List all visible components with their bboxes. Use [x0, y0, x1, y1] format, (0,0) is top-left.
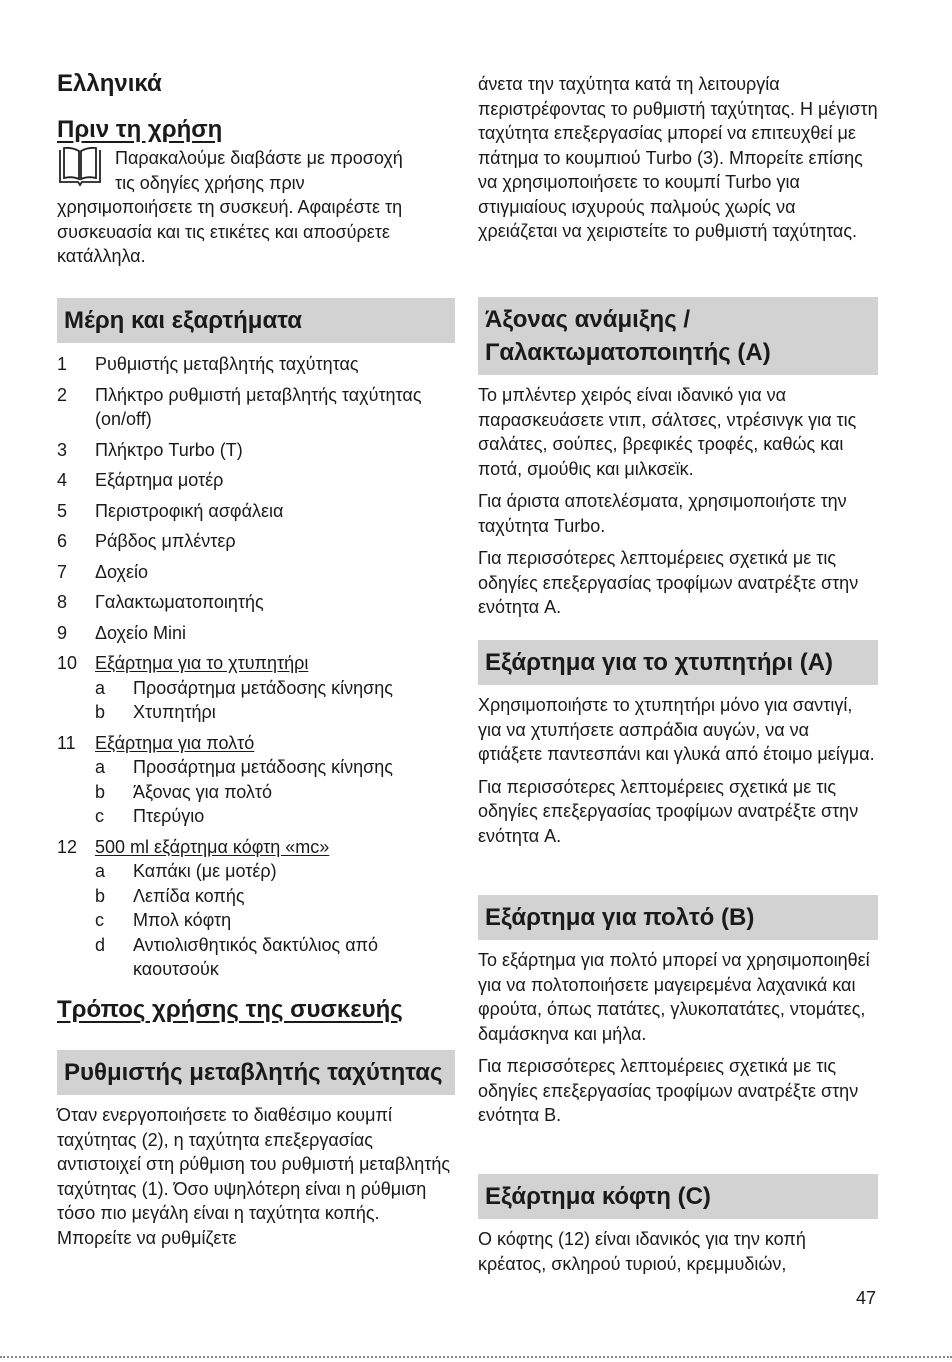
before-use-line-2: τις οδηγίες χρήσης πριν — [115, 172, 305, 193]
parts-item-number: 7 — [57, 561, 68, 582]
parts-subitem-letter: c — [95, 910, 104, 930]
parts-subitem — [95, 676, 455, 701]
before-use-line-1: Παρακαλούμε διαβάστε με προσοχή — [115, 148, 403, 168]
masher-p1: Το εξάρτημα για πολτό μπορεί να χρησιμοποιηθεί για να πολτοποιήσετε μαγειρεμένα λαχανικά και φρούτα, όπως πατάτες, γλυκοπατάτες, ντομάτες, δαμάσκηνα και μήλα. — [478, 950, 870, 1044]
page-number: 47 — [856, 1288, 877, 1308]
parts-item-number: 3 — [57, 439, 68, 460]
parts-item — [57, 383, 455, 432]
parts-item — [57, 352, 455, 377]
parts-item-number: 8 — [57, 592, 68, 612]
parts-subitem — [95, 884, 455, 909]
parts-item-number: 12 — [57, 836, 78, 857]
parts-item — [57, 835, 455, 982]
parts-item-label: Πλήκτρο ρυθμιστή μεταβλητής ταχύτητας (on/off) — [95, 384, 422, 429]
parts-heading: Μέρη και εξαρτήματα — [57, 298, 455, 343]
parts-subitem-label: Άξονας για πολτό — [133, 781, 273, 802]
parts-subitem-label: Καπάκι (με μοτέρ) — [133, 861, 277, 881]
parts-item-label: Εξάρτημα για πολτό — [95, 732, 255, 753]
parts-item-number: 2 — [57, 384, 68, 405]
speed-control-text: Όταν ενεργοποιήσετε το διαθέσιμο κουμπί ταχύτητας (2), η ταχύτητα επεξεργασίας αντιστοιχεί στη ρύθμιση του ρυθμιστή μεταβλητής ταχύτητας (1). Όσο υψηλότερη είναι η ρύθμιση τόσο πιο μεγάλη είναι η ταχύτητα κοπής. Μπορείτε να ρυθμίζετε — [57, 1105, 451, 1248]
bottom-dotted-divider — [0, 1356, 952, 1358]
language-heading: Ελληνικά — [57, 70, 162, 97]
parts-item — [57, 651, 455, 725]
parts-subitem-letter: b — [95, 702, 106, 722]
parts-item-number: 5 — [57, 500, 68, 521]
parts-item — [57, 731, 455, 829]
parts-subitem-letter: b — [95, 781, 106, 802]
parts-item — [57, 621, 455, 646]
parts-item — [57, 468, 455, 493]
parts-subitem — [95, 804, 455, 829]
parts-item — [57, 499, 455, 524]
parts-item-label: Περιστροφική ασφάλεια — [95, 500, 284, 521]
blender-shaft-p1: Το μπλέντερ χειρός είναι ιδανικό για να παρασκευάσετε ντιπ, σάλτσες, ντρέσινγκ για τις σαλάτες, σούπες, βρεφικές τροφές, καθώς και ποτά, σμούθις και μιλκσεϊκ. — [478, 385, 857, 479]
parts-subitem — [95, 700, 455, 725]
parts-item — [57, 438, 455, 463]
parts-subitem-letter: b — [95, 885, 106, 906]
parts-item-label: Γαλακτωματοποιητής — [95, 592, 264, 612]
parts-item-label: Δοχείο — [95, 561, 149, 582]
parts-subitem-label: Προσάρτημα μετάδοσης κίνησης — [133, 677, 393, 698]
blender-shaft-heading: Άξονας ανάμιξης / Γαλακτωματοποιητής (A) — [478, 297, 878, 375]
parts-item-label: Εξάρτημα για το χτυπητήρι — [95, 653, 309, 673]
blender-shaft-p2: Για άριστα αποτελέσματα, χρησιμοποιήστε την ταχύτητα Turbo. — [478, 491, 847, 536]
chopper-heading: Εξάρτημα κόφτη (C) — [478, 1174, 878, 1219]
parts-item-label: Πλήκτρο Turbo (T) — [95, 439, 243, 460]
parts-subitem — [95, 780, 455, 805]
parts-subitem-label: Αντιολισθητικός δακτύλιος από καουτσούκ — [133, 934, 379, 979]
before-use-heading: Πριν τη χρήση — [57, 116, 223, 143]
parts-subitem-letter: c — [95, 806, 104, 826]
chopper-p1: Ο κόφτης (12) είναι ιδανικός για την κοπή κρέατος, σκληρού τυριού, κρεμμυδιών, — [478, 1229, 806, 1274]
parts-subitem-label: Χτυπητήρι — [133, 702, 216, 722]
whisk-p1: Χρησιμοποιήστε το χτυπητήρι μόνο για σαντιγί, για να χτυπήσετε ασπράδια αυγών, να να φτιάξετε παντεσπάνι και γλυκά από έτοιμο μείγμα. — [478, 695, 875, 764]
parts-item-label: Εξάρτημα μοτέρ — [95, 470, 224, 490]
parts-item-label: 500 ml εξάρτημα κόφτη «mc» — [95, 836, 330, 857]
parts-item-number: 9 — [57, 622, 68, 643]
speed-control-continued: άνετα την ταχύτητα κατά τη λειτουργία περιστρέφοντας το ρυθμιστή ταχύτητας. Η μέγιστη ταχύτητα επεξεργασίας μπορεί να επιτευχθεί με πάτημα το κουμπιού Turbo (3). Μπορείτε επίσης να χρησιμοποιήσετε το κουμπί Turbo για στιγμιαίους ισχυρούς παλμούς χωρίς να χρειάζεται να χειριστείτε το ρυθμιστή ταχύτητας. — [478, 74, 878, 241]
speed-control-heading: Ρυθμιστής μεταβλητής ταχύτητας — [57, 1050, 455, 1095]
parts-subitem — [95, 755, 455, 780]
parts-subitem — [95, 933, 455, 982]
parts-subitem-label: Πτερύγιο — [133, 806, 205, 826]
masher-p2: Για περισσότερες λεπτομέρειες σχετικά με τις οδηγίες επεξεργασίας τροφίμων ανατρέξτε στην ενότητα B. — [478, 1056, 859, 1125]
parts-item — [57, 560, 455, 585]
parts-item — [57, 529, 455, 554]
parts-subitem-letter: a — [95, 677, 106, 698]
parts-item — [57, 590, 455, 615]
parts-subitem-letter: d — [95, 934, 106, 955]
parts-item-label: Ρυθμιστής μεταβλητής ταχύτητας — [95, 354, 359, 374]
read-instructions-book-icon — [57, 146, 103, 188]
parts-subitem-label: Λεπίδα κοπής — [133, 885, 245, 906]
parts-item-number: 1 — [57, 354, 68, 374]
before-use-section — [57, 146, 455, 269]
how-to-use-heading: Τρόπος χρήσης της συσκευής — [57, 996, 403, 1023]
parts-list — [57, 352, 455, 982]
parts-item-label: Ράβδος μπλέντερ — [95, 531, 236, 551]
before-use-text: χρησιμοποιήσετε τη συσκευή. Αφαιρέστε τη συσκευασία και τις ετικέτες και αποσύρετε κατάλληλα. — [57, 197, 403, 266]
parts-subitem-label: Προσάρτημα μετάδοσης κίνησης — [133, 757, 393, 777]
parts-subitem-letter: a — [95, 861, 106, 881]
whisk-heading: Εξάρτημα για το χτυπητήρι (A) — [478, 640, 878, 685]
parts-subitem — [95, 859, 455, 884]
parts-item-number: 10 — [57, 653, 78, 673]
parts-subitem-letter: a — [95, 757, 106, 777]
parts-item-label: Δοχείο Mini — [95, 622, 187, 643]
parts-subitem — [95, 908, 455, 933]
parts-item-number: 11 — [57, 732, 76, 753]
whisk-p2: Για περισσότερες λεπτομέρειες σχετικά με τις οδηγίες επεξεργασίας τροφίμων ανατρέξτε στην ενότητα A. — [478, 776, 859, 846]
parts-subitem-label: Μπολ κόφτη — [133, 910, 232, 930]
masher-heading: Εξάρτημα για πολτό (B) — [478, 895, 878, 940]
parts-item-number: 6 — [57, 531, 68, 551]
parts-item-number: 4 — [57, 470, 68, 490]
blender-shaft-p3: Για περισσότερες λεπτομέρειες σχετικά με τις οδηγίες επεξεργασίας τροφίμων ανατρέξτε στην ενότητα A. — [478, 548, 859, 617]
